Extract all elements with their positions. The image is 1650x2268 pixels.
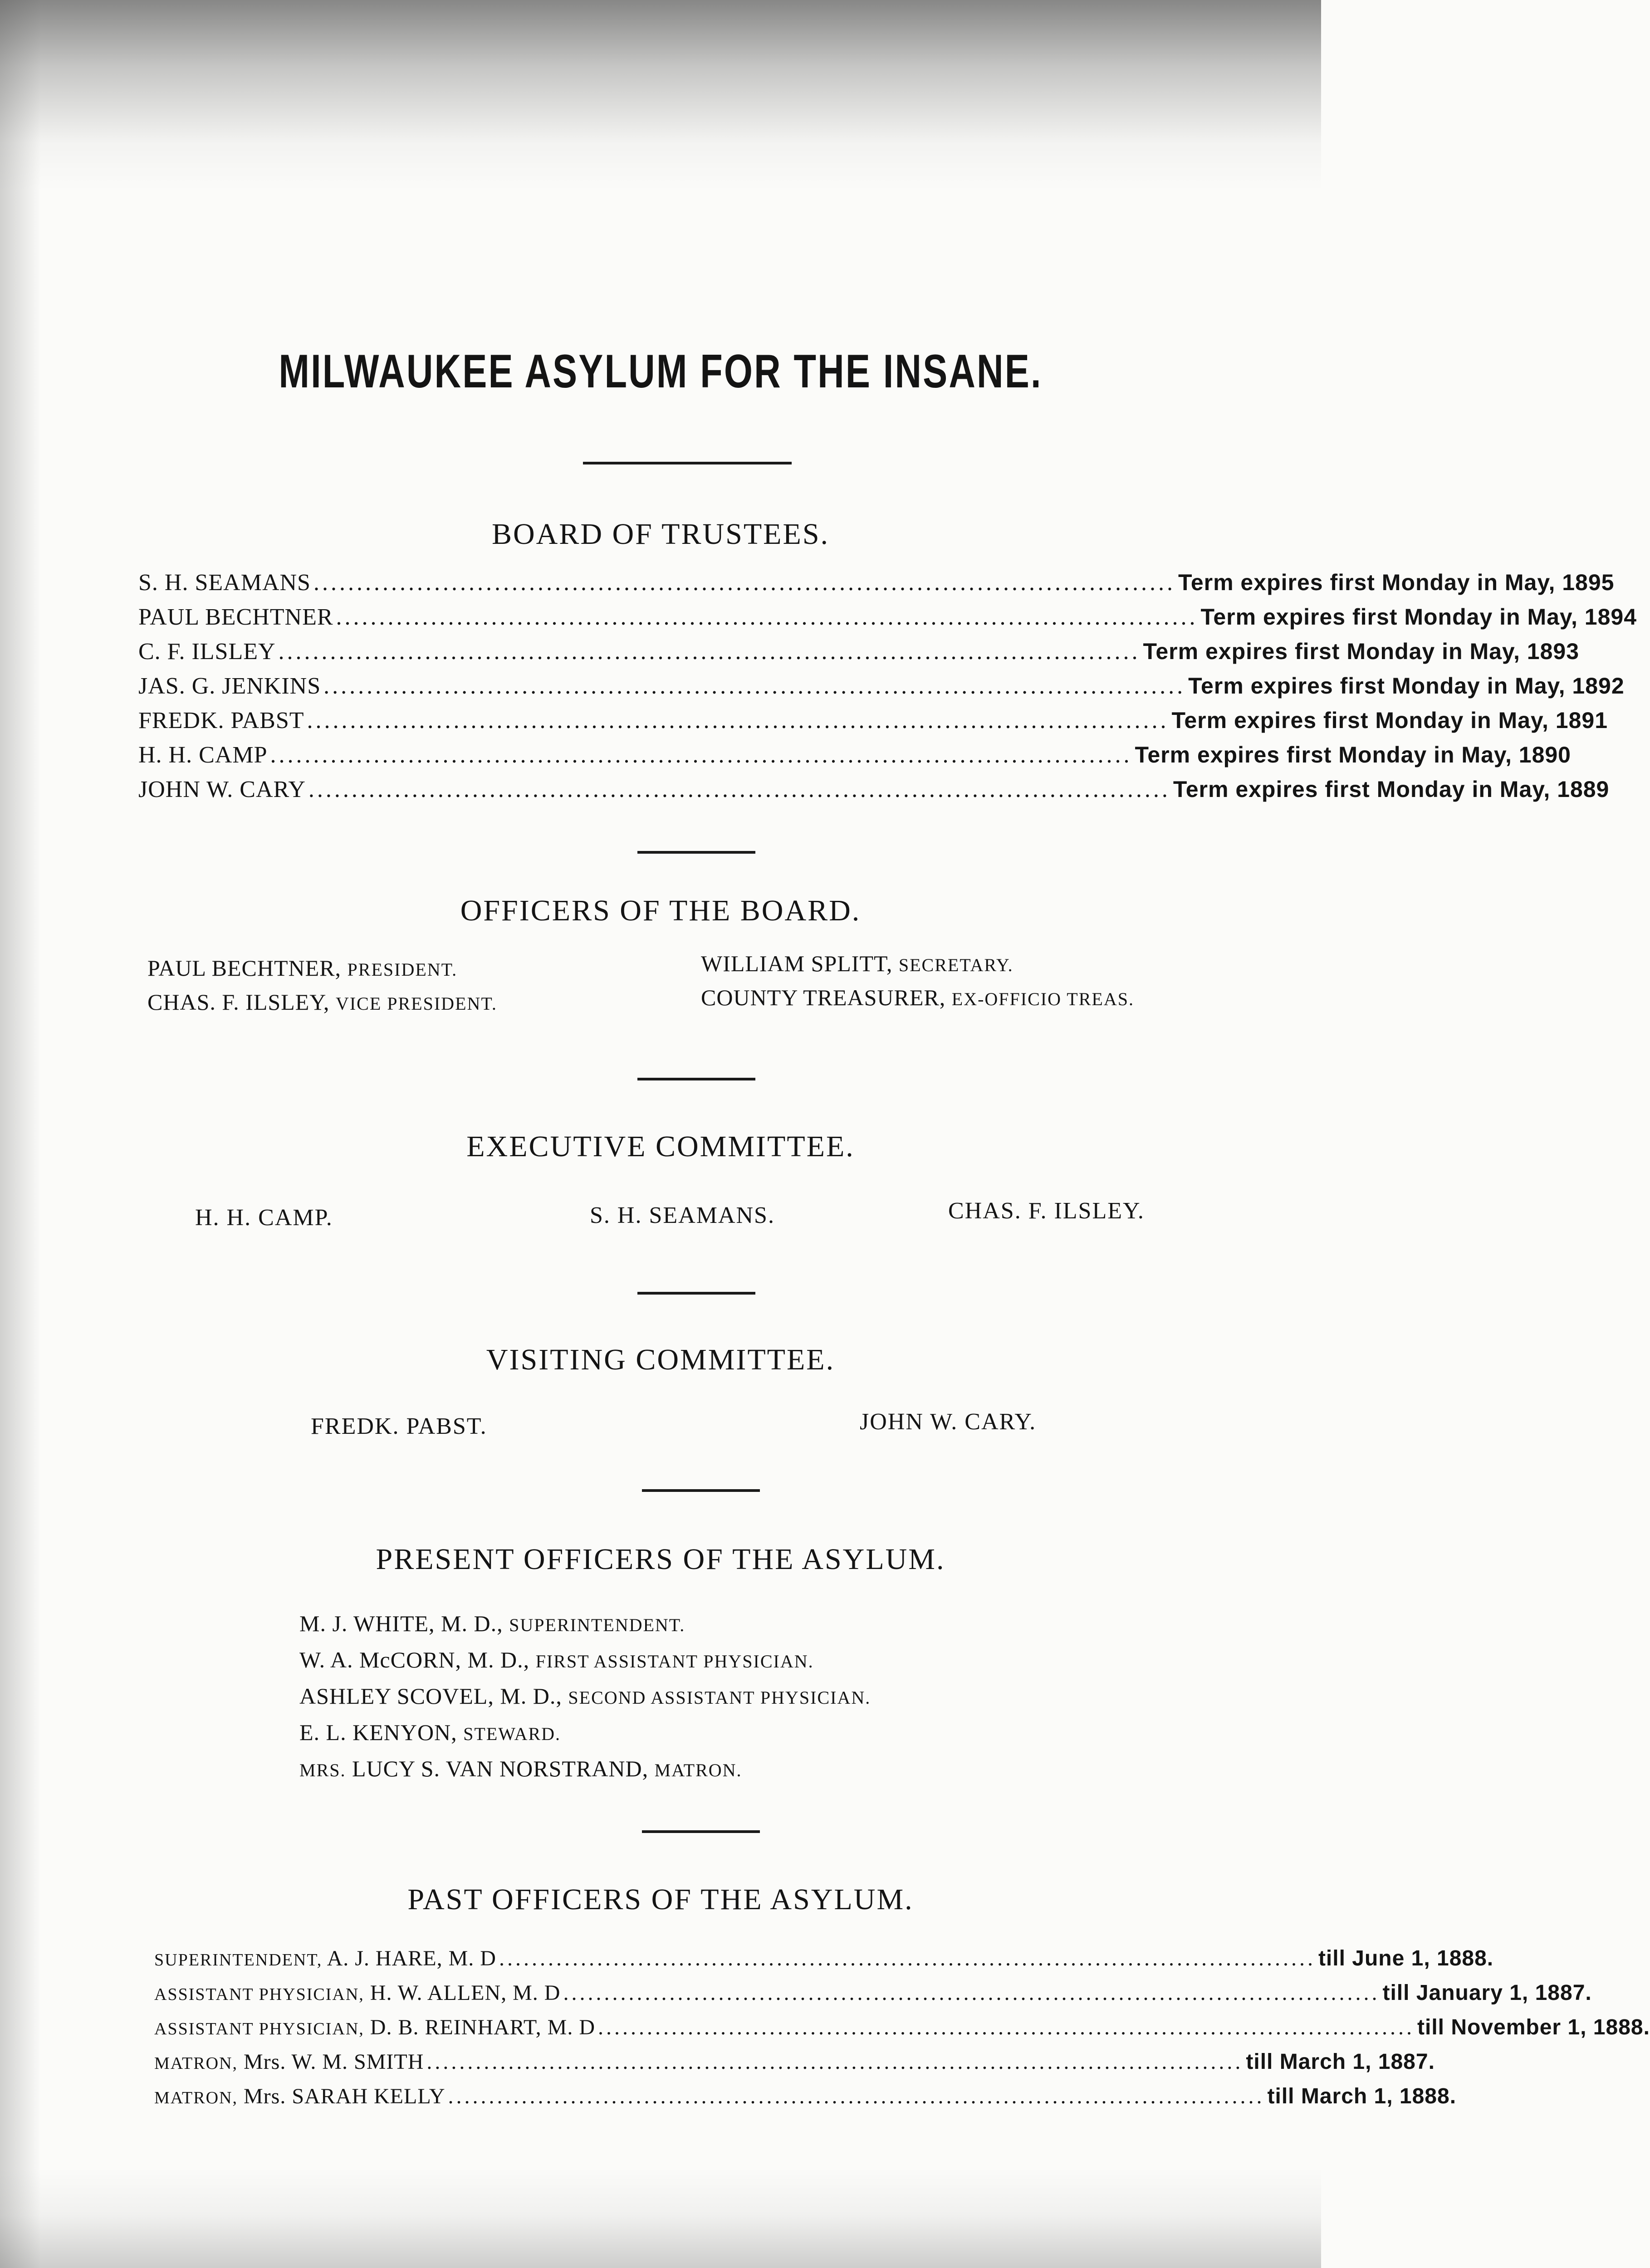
trustee-row [138,604,1637,638]
divider [637,1292,755,1295]
leader-dots: .................................................................................................... [598,2015,1415,2039]
trustee-row [138,673,1625,707]
visiting-committee-heading: VISITING COMMITTEE. [486,1343,835,1376]
divider [642,1830,760,1833]
past-officer-name: A. J. HARE, M. D [327,1946,496,1970]
past-officer-desc [154,2015,595,2040]
trustee-name: C. F. ILSLEY [138,639,276,665]
officer-name: WILLIAM SPLITT, [701,951,893,976]
present-officer-row [299,1610,871,1647]
trustees-list [138,569,1637,811]
trustee-row [138,776,1610,811]
present-officer-row [299,1683,871,1719]
past-officer-until: till March 1, 1887. [1246,2050,1435,2074]
officer-name: CHAS. F. ILSLEY, [147,989,330,1015]
trustee-name: JOHN W. CARY [138,777,306,802]
trustee-row [138,742,1571,776]
officer-role: SUPERINTENDENT. [509,1615,685,1635]
divider [637,1078,755,1080]
leader-dots: .................................................................................................... [270,742,1132,768]
scan-bottom-edge [0,2168,1321,2268]
present-officers-list [299,1610,871,1792]
past-officer-role: MATRON, [154,2088,238,2107]
executive-committee-heading: EXECUTIVE COMMITTEE. [466,1130,855,1163]
committee-member: JOHN W. CARY. [860,1409,1037,1435]
leader-dots: .................................................................................................... [323,673,1186,699]
past-officer-name: Mrs. SARAH KELLY [243,2084,446,2108]
past-officer-until: till March 1, 1888. [1267,2084,1457,2108]
officer-name: W. A. McCORN, M. D., [299,1647,530,1672]
past-officer-role: SUPERINTENDENT, [154,1950,323,1970]
trustee-term: Term expires first Monday in May, 1895 [1178,570,1615,595]
trustee-term: Term expires first Monday in May, 1889 [1173,777,1610,802]
past-officer-name: H. W. ALLEN, M. D [370,1981,561,2005]
officer-role: SECOND ASSISTANT PHYSICIAN. [568,1687,871,1708]
past-officer-desc [154,2084,446,2109]
past-officer-row [154,2049,1435,2084]
officer-name: ASHLEY SCOVEL, M. D., [299,1683,562,1709]
divider [637,851,755,854]
past-officers-list [154,1946,1650,2118]
past-officer-row [154,1946,1494,1980]
divider [642,1489,760,1492]
leader-dots: .................................................................................................... [308,777,1170,802]
committee-member: H. H. CAMP. [195,1205,333,1231]
past-officer-role: ASSISTANT PHYSICIAN, [154,1985,364,2004]
officer-role: FIRST ASSISTANT PHYSICIAN. [535,1651,814,1672]
leader-dots: .................................................................................................... [313,570,1175,596]
committee-member: FREDK. PABST. [311,1413,487,1439]
present-officer-row [299,1755,871,1792]
past-officer-name: Mrs. W. M. SMITH [243,2050,424,2074]
trustee-name: PAUL BECHTNER [138,604,333,630]
officer-prefix: MRS. [299,1760,346,1780]
leader-dots: .................................................................................................... [499,1946,1316,1970]
leader-dots: .................................................................................................... [336,604,1198,630]
officer-role: STEWARD. [463,1724,561,1744]
officer-name: E. L. KENYON, [299,1720,457,1745]
present-officer-row [299,1647,871,1683]
officer-role: SECRETARY. [898,955,1014,975]
trustee-name: H. H. CAMP [138,742,268,768]
officer-name: LUCY S. VAN NORSTRAND, [352,1756,649,1781]
leader-dots: .................................................................................................... [563,1981,1380,2005]
officer-role: MATRON. [654,1760,742,1780]
trustee-row [138,569,1615,604]
past-officer-desc [154,2049,424,2074]
board-officer [147,989,497,1015]
board-officer [701,950,1014,977]
page-title: MILWAUKEE ASYLUM FOR THE INSANE. [279,345,1043,398]
committee-member: S. H. SEAMANS. [590,1202,775,1228]
officer-role: VICE PRESIDENT. [335,993,497,1014]
leader-dots: .................................................................................................... [307,708,1169,733]
officers-of-board-heading: OFFICERS OF THE BOARD. [460,894,861,927]
committee-member: CHAS. F. ILSLEY. [948,1198,1145,1224]
board-officer [147,955,457,981]
leader-dots: .................................................................................................... [448,2084,1265,2108]
past-officer-row [154,2015,1650,2049]
trustee-term: Term expires first Monday in May, 1894 [1200,604,1637,630]
present-officers-heading: PRESENT OFFICERS OF THE ASYLUM. [376,1543,945,1576]
officer-name: PAUL BECHTNER, [147,955,342,981]
past-officer-until: till January 1, 1887. [1382,1981,1592,2005]
past-officer-desc [154,1980,560,2005]
past-officer-row [154,1980,1592,2015]
divider [583,462,792,464]
leader-dots: .................................................................................................... [278,639,1141,665]
past-officer-name: D. B. REINHART, M. D [370,2015,596,2039]
officer-name: M. J. WHITE, M. D., [299,1611,503,1636]
past-officer-desc [154,1946,496,1971]
past-officer-until: till June 1, 1888. [1318,1946,1494,1970]
trustee-name: FREDK. PABST [138,708,304,733]
trustee-name: S. H. SEAMANS [138,570,311,596]
officer-name: COUNTY TREASURER, [701,985,946,1010]
trustee-term: Term expires first Monday in May, 1891 [1171,708,1608,733]
trustee-term: Term expires first Monday in May, 1893 [1143,639,1580,664]
past-officer-role: MATRON, [154,2054,238,2073]
scan-top-edge [0,0,1321,191]
trustee-name: JAS. G. JENKINS [138,673,321,699]
board-officer [701,984,1134,1011]
trustee-term: Term expires first Monday in May, 1892 [1188,673,1625,699]
past-officer-until: till November 1, 1888. [1417,2015,1650,2039]
present-officer-row [299,1719,871,1755]
past-officers-heading: PAST OFFICERS OF THE ASYLUM. [407,1883,914,1916]
leader-dots: .................................................................................................... [426,2050,1244,2074]
past-officer-role: ASSISTANT PHYSICIAN, [154,2019,364,2038]
officer-role: PRESIDENT. [347,959,458,980]
trustee-row [138,638,1580,673]
board-of-trustees-heading: BOARD OF TRUSTEES. [491,518,830,551]
officer-role: EX-OFFICIO TREAS. [951,989,1134,1009]
trustee-term: Term expires first Monday in May, 1890 [1135,742,1571,767]
trustee-row [138,707,1608,742]
past-officer-row [154,2084,1457,2118]
